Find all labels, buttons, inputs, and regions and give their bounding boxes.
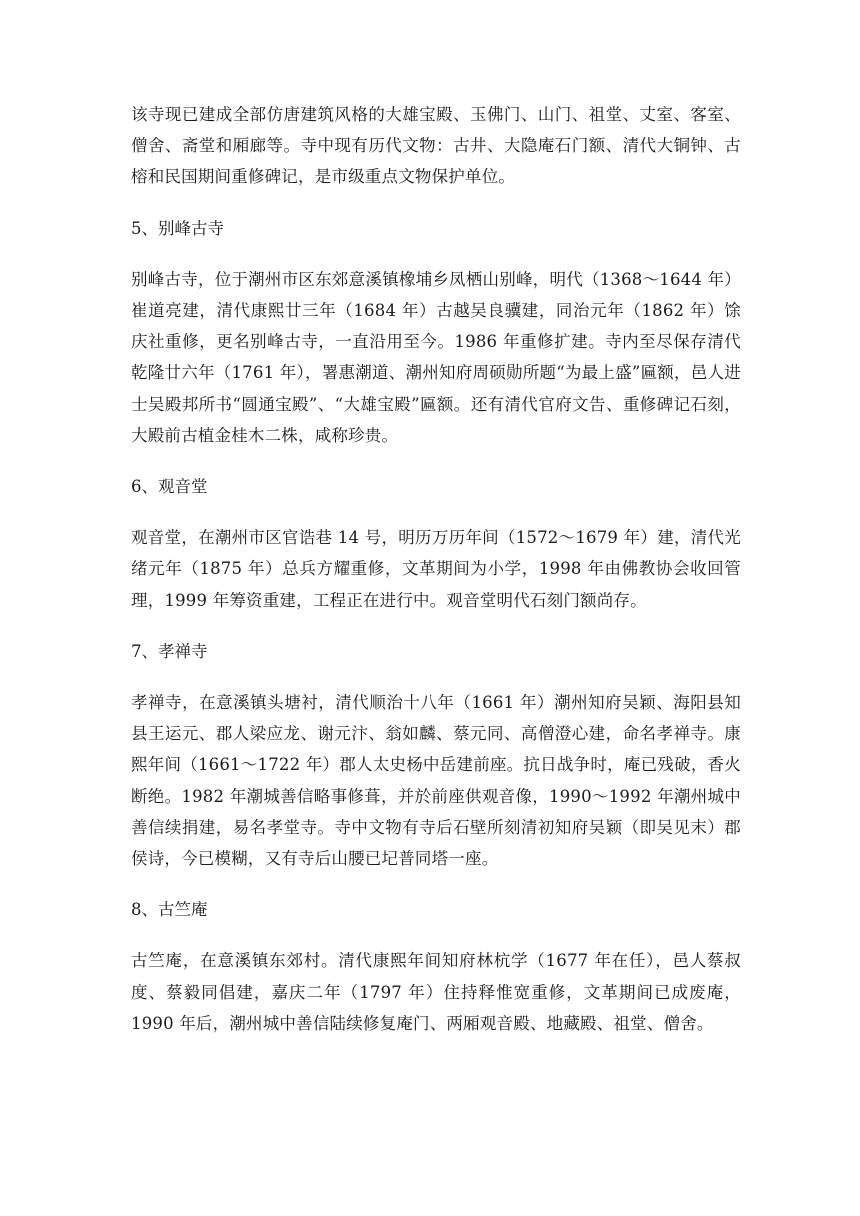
intro-paragraph: 该寺现已建成全部仿唐建筑风格的大雄宝殿、玉佛门、山门、祖堂、丈室、客室、僧舍、斋堂和厢廊等。寺中现有历代文物：古井、大隐庵石门额、清代大铜钟、古榕和民国期间重修碑记，是市级重点文物保护单位。 <box>131 105 741 187</box>
document-body <box>131 99 741 1039</box>
section-paragraph-biefeng: 别峰古寺，位于潮州市区东郊意溪镇橡埔乡凤栖山别峰，明代（1368～1644 年）崔道亮建，清代康熙廿三年（1684 年）古越吴良骥建，同治元年（1862 年）馀庆社重修，更名别峰古寺，一直沿用至今。1986 年重修扩建。寺内至尽保存清代乾隆廿六年（1761 年），署惠潮道、潮州知府周硕勋所题“为最上盛”匾额，邑人进士吴殿邦所书“圆通宝殿”、“大雄宝殿”匾额。还有清代官府文告、重修碑记石刻，大殿前古植金桂木二株，咸称珍贵。 <box>131 269 741 445</box>
section-heading-xiaochansi: 7、孝禅寺 <box>131 641 208 661</box>
section-heading-biefeng: 5、别峰古寺 <box>131 218 224 238</box>
section-paragraph-guanyintang: 观音堂，在潮州市区官诰巷 14 号，明历万历年间（1572～1679 年）建，清代光绪元年（1875 年）总兵方耀重修，文革期间为小学，1998 年由佛教协会收回管理，1999 年筹资重建，工程正在进行中。观音堂明代石刻门额尚存。 <box>131 528 741 610</box>
section-heading-guanyintang: 6、观音堂 <box>131 477 208 497</box>
section-paragraph-xiaochansi: 孝禅寺，在意溪镇头塘衬，清代顺治十八年（1661 年）潮州知府吴颖、海阳县知县王运元、郡人梁应龙、谢元汴、翁如麟、蔡元同、高僧澄心建，命名孝禅寺。康熙年间（1661～1722 年）郡人太史杨中岳建前座。抗日战争时，庵已残破，香火断绝。1982 年潮城善信略事修葺，并於前座供观音像，1990～1992 年潮州城中善信续捐建，易名孝堂寺。寺中文物有寺后石壁所刻清初知府吴颖（即吴见末）郡侯诗，今已模糊，又有寺后山腰已圮普同塔一座。 <box>131 693 741 869</box>
section-paragraph-guzhuan: 古竺庵，在意溪镇东郊村。清代康熙年间知府林杭学（1677 年在任），邑人蔡叔度、蔡毅同倡建，嘉庆二年（1797 年）住持释惟宽重修，文革期间已成废庵，1990 年后，潮州城中善信陆续修复庵门、两厢观音殿、地藏殿、祖堂、僧舍。 <box>131 951 741 1033</box>
section-heading-guzhuan: 8、古竺庵 <box>131 900 208 920</box>
